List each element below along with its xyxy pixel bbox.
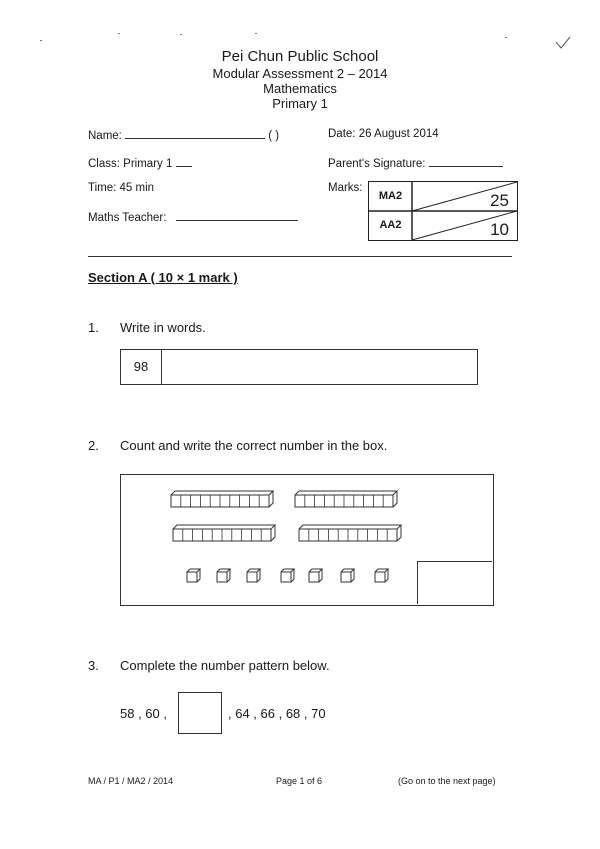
unit-cube-picture — [281, 569, 294, 582]
footer-code: MA / P1 / MA2 / 2014 — [88, 776, 174, 786]
q1-text: Write in words. — [120, 320, 206, 335]
ma2-label: MA2 — [378, 190, 403, 202]
ten-rod-picture — [171, 491, 273, 507]
time-value: 45 min — [119, 182, 155, 194]
q1-number: 1. — [88, 320, 99, 335]
q2-text: Count and write the correct number in the box. — [120, 438, 388, 453]
parent-signature-row — [328, 156, 503, 170]
aa2-label: AA2 — [379, 219, 402, 231]
date-label: Date: — [328, 128, 356, 140]
parent-signature-label: Parent's Signature: — [328, 158, 426, 170]
unit-cube-picture — [247, 569, 260, 582]
teacher-row — [88, 210, 298, 224]
subject-title: Mathematics — [263, 81, 337, 96]
section-a-title: Section A ( 10 × 1 mark ) — [88, 270, 238, 285]
footer-page-number: Page 1 of 6 — [276, 776, 323, 786]
scan-speck — [505, 37, 507, 38]
q3-pattern-start: 58 , 60 , — [120, 706, 167, 721]
scan-speck — [40, 40, 42, 41]
time-row — [88, 182, 154, 194]
unit-cube-picture — [217, 569, 230, 582]
footer-continue-note: (Go on to the next page) — [398, 776, 496, 786]
level-title: Primary 1 — [272, 96, 328, 111]
teacher-field[interactable] — [176, 210, 298, 221]
ma2-total: 25 — [490, 191, 509, 210]
q2-number: 2. — [88, 438, 99, 453]
scan-speck — [180, 34, 182, 35]
q1-answer-box[interactable] — [163, 350, 477, 384]
register-number-paren: ( ) — [268, 130, 280, 142]
unit-cube-picture — [187, 569, 200, 582]
class-row — [88, 156, 192, 170]
q2-answer-box[interactable] — [417, 561, 492, 604]
name-label: Name: — [88, 130, 122, 142]
q1-answer-table — [120, 349, 478, 385]
q3-number: 3. — [88, 658, 99, 673]
q3-pattern-end: , 64 , 66 , 68 , 70 — [228, 706, 326, 721]
teacher-label: Maths Teacher: — [88, 212, 167, 224]
unit-cube-picture — [341, 569, 354, 582]
scan-speck — [118, 33, 120, 34]
time-label: Time: — [88, 182, 117, 194]
unit-cube-picture — [309, 569, 322, 582]
ten-rod-picture — [173, 525, 275, 541]
header-divider — [88, 256, 512, 257]
scan-speck — [255, 33, 257, 34]
class-value: Primary 1 — [123, 158, 173, 170]
date-value: 26 August 2014 — [358, 128, 439, 140]
class-field[interactable] — [176, 156, 192, 167]
school-name: Pei Chun Public School — [221, 48, 379, 65]
name-field[interactable] — [125, 128, 265, 139]
q3-answer-box[interactable] — [178, 692, 222, 734]
name-row — [88, 128, 279, 142]
q3-text: Complete the number pattern below. — [120, 658, 330, 673]
marks-table — [368, 181, 518, 241]
aa2-total: 10 — [490, 220, 509, 239]
class-label: Class: — [88, 158, 120, 170]
ten-rod-picture — [299, 525, 401, 541]
q2-picture-frame — [120, 474, 494, 606]
parent-signature-field[interactable] — [429, 156, 503, 167]
ten-rod-picture — [295, 491, 397, 507]
marks-label: Marks: — [328, 182, 363, 194]
q1-given-number: 98 — [121, 350, 162, 384]
date-row — [328, 128, 439, 140]
unit-cube-picture — [375, 569, 388, 582]
assessment-title: Modular Assessment 2 – 2014 — [212, 66, 388, 81]
